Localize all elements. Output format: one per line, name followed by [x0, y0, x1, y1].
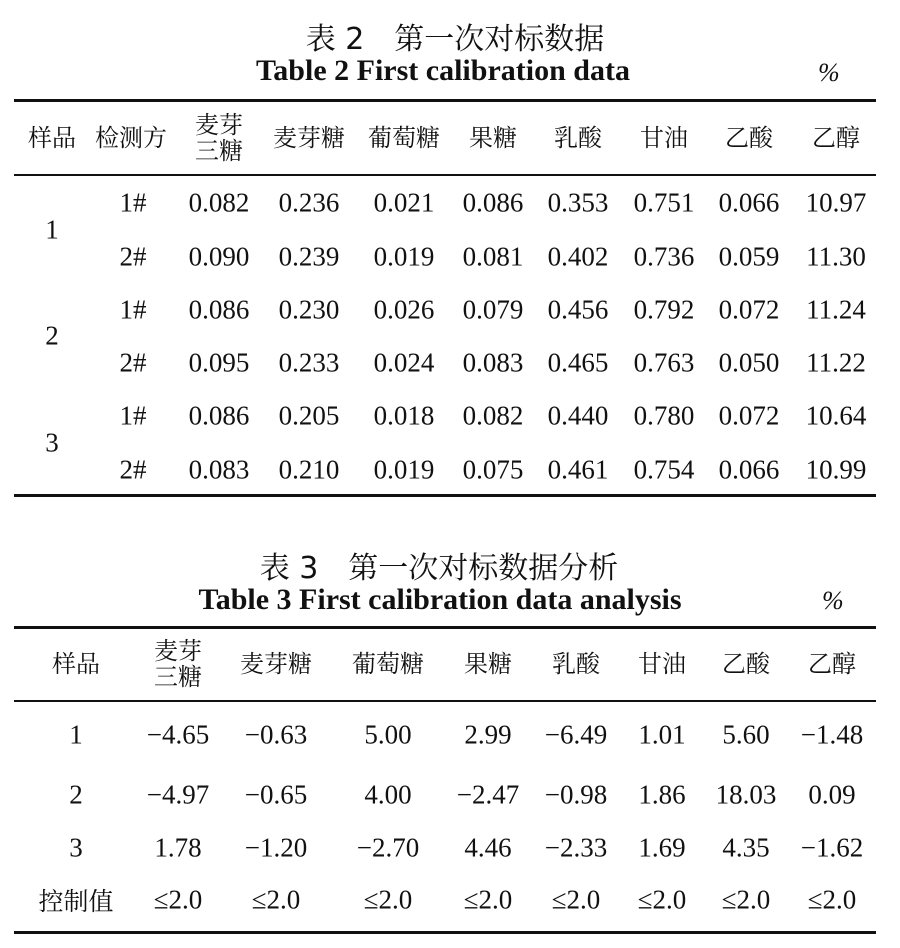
table2-value-cell: 0.086 — [462, 187, 524, 218]
table3-row-label: 2 — [69, 779, 83, 810]
table2-value-cell: 0.059 — [718, 241, 780, 272]
table2-value-cell: 11.22 — [806, 347, 866, 378]
table3-value-cell: 2.99 — [464, 719, 512, 750]
table3-bottom-rule — [14, 931, 876, 934]
table2-value-cell: 0.095 — [188, 347, 250, 378]
table3-unit: % — [822, 586, 844, 615]
table2-value-cell: 0.021 — [373, 187, 435, 218]
table2-header-5: 果糖 — [469, 124, 517, 152]
table3-header-2: 麦芽糖 — [240, 650, 312, 678]
table2-value-cell: 0.236 — [278, 187, 340, 218]
table2-method-cell: 2# — [119, 241, 147, 272]
table2-value-cell: 10.99 — [805, 454, 867, 485]
table3-value-cell: −4.65 — [146, 719, 210, 750]
table2-value-cell: 0.353 — [547, 187, 609, 218]
table3-value-cell: 1.86 — [638, 779, 686, 810]
table3-value-cell: 1.78 — [154, 832, 202, 863]
table2-value-cell: 0.210 — [278, 454, 340, 485]
table2-header-9: 乙醇 — [812, 124, 860, 152]
table3-caption-cn: 表 3 第一次对标数据分析 — [259, 551, 619, 586]
table3-value-cell: 4.35 — [722, 832, 770, 863]
table2-value-cell: 0.019 — [373, 454, 435, 485]
table3-caption-en: Table 3 First calibration data analysis — [198, 583, 682, 616]
table2-value-cell: 10.64 — [805, 400, 867, 431]
table2-value-cell: 0.079 — [462, 294, 524, 325]
table2-value-cell: 0.239 — [278, 241, 340, 272]
table2-unit: % — [818, 58, 840, 87]
table2-value-cell: 0.024 — [373, 347, 435, 378]
table2-value-cell: 0.018 — [373, 400, 435, 431]
table2-value-cell: 0.780 — [633, 400, 695, 431]
table2-header-0: 样品 — [28, 124, 76, 152]
table3-value-cell: ≤2.0 — [251, 884, 301, 915]
table2-value-cell: 0.072 — [718, 400, 780, 431]
table2-value-cell: 0.763 — [633, 347, 695, 378]
table3-value-cell: 0.09 — [808, 779, 856, 810]
table3-value-cell: −1.62 — [800, 832, 864, 863]
table3-value-cell: 5.00 — [364, 719, 412, 750]
table2-value-cell: 0.072 — [718, 294, 780, 325]
table3-value-cell: −0.63 — [244, 719, 308, 750]
table3-value-cell: 1.01 — [638, 719, 686, 750]
table2-value-cell: 0.066 — [718, 454, 780, 485]
table3-value-cell: −1.48 — [800, 719, 864, 750]
table3-value-cell: 4.00 — [364, 779, 412, 810]
table3-value-cell: −6.49 — [544, 719, 608, 750]
table2-header-1: 检测方 — [95, 124, 167, 152]
table3-header-5: 乳酸 — [552, 650, 600, 678]
table3-row-label: 控制值 — [38, 887, 114, 916]
table2-header-rule — [14, 174, 876, 176]
table2-sample-label: 1 — [45, 214, 59, 245]
table3-header-7: 乙酸 — [722, 650, 770, 678]
table3-value-cell: ≤2.0 — [363, 884, 413, 915]
table3-value-cell: ≤2.0 — [807, 884, 857, 915]
table2-method-cell: 1# — [119, 400, 147, 431]
table3-row-label: 1 — [69, 719, 83, 750]
table2-value-cell: 0.792 — [633, 294, 695, 325]
table2-value-cell: 0.083 — [188, 454, 250, 485]
table2-value-cell: 0.050 — [718, 347, 780, 378]
table2-header-7: 甘油 — [640, 124, 688, 152]
table3-value-cell: ≤2.0 — [721, 884, 771, 915]
table3-value-cell: −2.70 — [356, 832, 420, 863]
table3-header-4: 果糖 — [464, 650, 512, 678]
table3-value-cell: 18.03 — [715, 779, 777, 810]
table2-method-cell: 2# — [119, 347, 147, 378]
table2-value-cell: 0.019 — [373, 241, 435, 272]
table2-value-cell: 11.30 — [806, 241, 866, 272]
table3-value-cell: −1.20 — [244, 832, 308, 863]
table3-value-cell: −0.98 — [544, 779, 608, 810]
table2-header-3: 麦芽糖 — [273, 124, 345, 152]
table2-method-cell: 2# — [119, 454, 147, 485]
table3-value-cell: ≤2.0 — [463, 884, 513, 915]
table2-method-cell: 1# — [119, 294, 147, 325]
table2-value-cell: 0.751 — [633, 187, 695, 218]
table2-value-cell: 0.461 — [547, 454, 609, 485]
table3-value-cell: ≤2.0 — [637, 884, 687, 915]
table2-value-cell: 0.086 — [188, 400, 250, 431]
table2-sample-label: 2 — [45, 320, 59, 351]
table2-value-cell: 0.736 — [633, 241, 695, 272]
table3-value-cell: 5.60 — [722, 719, 770, 750]
table2-value-cell: 10.97 — [805, 187, 867, 218]
table3-value-cell: 4.46 — [464, 832, 512, 863]
table2-caption-cn: 表 2 第一次对标数据 — [305, 22, 605, 57]
table2-header-2: 麦芽 三糖 — [195, 111, 243, 165]
table3-header-8: 乙醇 — [808, 650, 856, 678]
table2-value-cell: 0.456 — [547, 294, 609, 325]
table2-value-cell: 0.075 — [462, 454, 524, 485]
table3-value-cell: 1.69 — [638, 832, 686, 863]
table2-value-cell: 0.090 — [188, 241, 250, 272]
table3-header-6: 甘油 — [638, 650, 686, 678]
table2-value-cell: 0.026 — [373, 294, 435, 325]
table3-header-0: 样品 — [52, 650, 100, 678]
table2-header-6: 乳酸 — [554, 124, 602, 152]
table2-value-cell: 0.082 — [462, 400, 524, 431]
table3-value-cell: ≤2.0 — [551, 884, 601, 915]
table2-value-cell: 0.230 — [278, 294, 340, 325]
table2-value-cell: 0.465 — [547, 347, 609, 378]
table2-caption-en: Table 2 First calibration data — [256, 54, 630, 87]
table2-value-cell: 0.082 — [188, 187, 250, 218]
table2-value-cell: 0.440 — [547, 400, 609, 431]
table2-value-cell: 0.086 — [188, 294, 250, 325]
table3-header-rule — [14, 700, 876, 702]
table2-value-cell: 0.083 — [462, 347, 524, 378]
table3-top-rule — [14, 626, 876, 629]
table2-top-rule — [14, 99, 876, 102]
table2-method-cell: 1# — [119, 187, 147, 218]
table3-value-cell: ≤2.0 — [153, 884, 203, 915]
table3-header-1: 麦芽 三糖 — [154, 637, 202, 691]
table2-value-cell: 0.402 — [547, 241, 609, 272]
table3-value-cell: −2.33 — [544, 832, 608, 863]
table2-header-8: 乙酸 — [725, 124, 773, 152]
table3-row-label: 3 — [69, 832, 83, 863]
table3-value-cell: −2.47 — [456, 779, 520, 810]
table2-header-4: 葡萄糖 — [368, 124, 440, 152]
table3-header-3: 葡萄糖 — [352, 650, 424, 678]
table2-value-cell: 0.233 — [278, 347, 340, 378]
table2-value-cell: 0.081 — [462, 241, 524, 272]
table2-value-cell: 0.066 — [718, 187, 780, 218]
table2-value-cell: 0.205 — [278, 400, 340, 431]
table2-value-cell: 0.754 — [633, 454, 695, 485]
table2-sample-label: 3 — [45, 427, 59, 458]
table2-value-cell: 11.24 — [806, 294, 866, 325]
table3-value-cell: −4.97 — [146, 779, 210, 810]
table2-bottom-rule — [14, 494, 876, 497]
table3-value-cell: −0.65 — [244, 779, 308, 810]
